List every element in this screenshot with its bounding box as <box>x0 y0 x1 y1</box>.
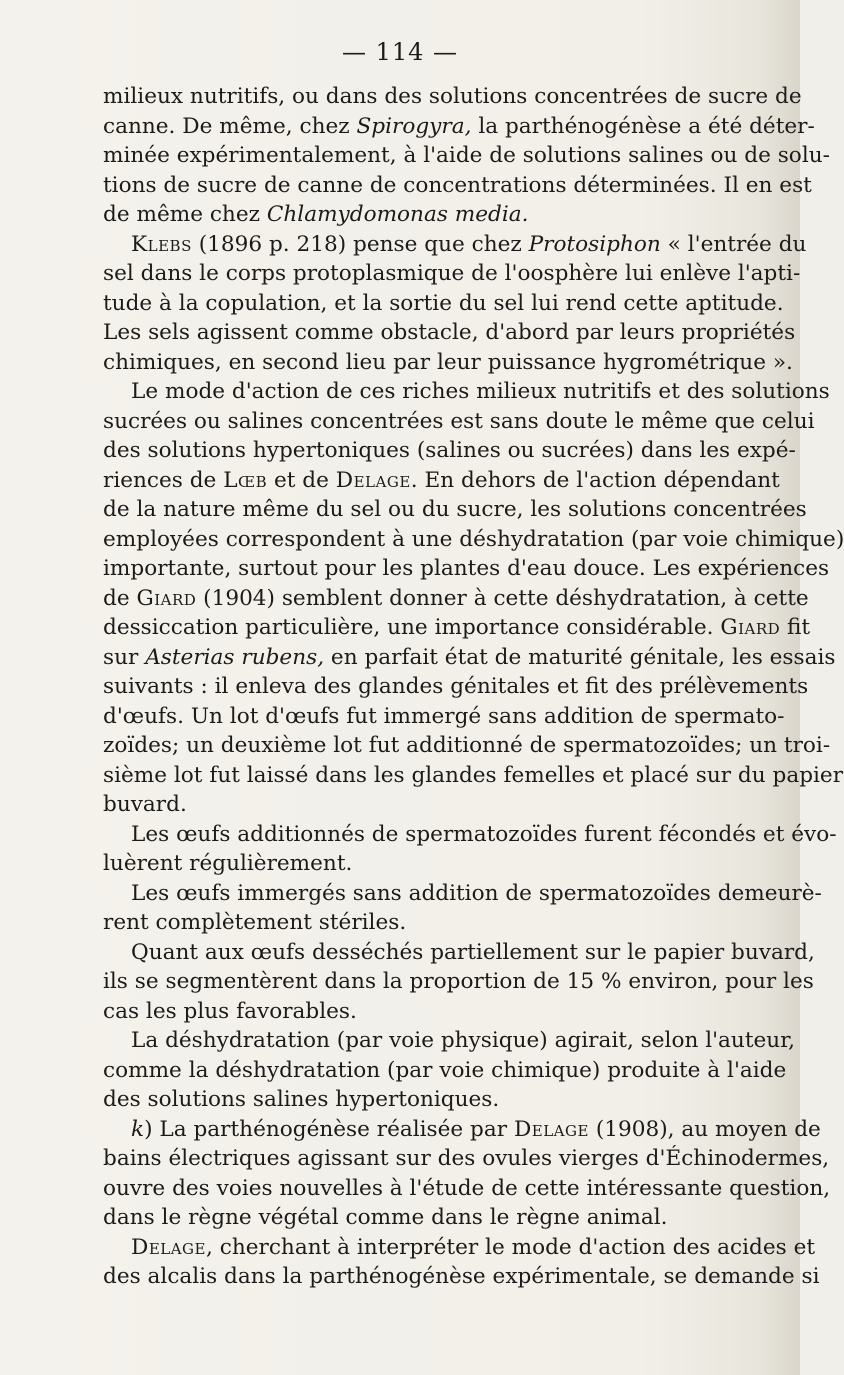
text-line: riences de Lœb et de Delage. En dehors de l'action dépendant <box>103 467 780 493</box>
text-line: Les œufs additionnés de spermatozoïdes furent fécondés et évo- <box>131 821 837 847</box>
text-line: k) La parthénogénèse réalisée par Delage (1908), au moyen de <box>131 1116 821 1142</box>
text-line: d'œufs. Un lot d'œufs fut immergé sans addition de spermato- <box>103 703 785 729</box>
text-line: sel dans le corps protoplasmique de l'oosphère lui enlève l'apti- <box>103 261 801 286</box>
text-line: rent complètement stériles. <box>103 910 407 935</box>
text-line: buvard. <box>103 792 187 817</box>
text-line: canne. De même, chez Spirogyra, la parthénogénèse a été déter- <box>103 113 815 139</box>
text-line: chimiques, en second lieu par leur puissance hygrométrique ». <box>103 349 793 375</box>
text-line: Klebs (1896 p. 218) pense que chez Protosiphon « l'entrée du <box>131 231 807 257</box>
text-line: Les sels agissent comme obstacle, d'abord par leurs propriétés <box>103 320 796 345</box>
text-line: des solutions salines hypertoniques. <box>103 1087 500 1112</box>
text-line: de même chez Chlamydomonas media. <box>103 202 529 227</box>
text-line: Quant aux œufs desséchés partiellement sur le papier buvard, <box>131 939 815 965</box>
page-number: — 114 — <box>341 38 459 66</box>
text-line: bains électriques agissant sur des ovules vierges d'Échinodermes, <box>103 1146 830 1171</box>
text-line: comme la déshydratation (par voie chimique) produite à l'aide <box>103 1057 787 1083</box>
text-line: des solutions hypertoniques (salines ou sucrées) dans les expé- <box>103 438 796 463</box>
text-line: Le mode d'action de ces riches milieux nutritifs et des solutions <box>131 379 830 404</box>
text-line: importante, surtout pour les plantes d'eau douce. Les expériences <box>103 556 830 581</box>
body-text <box>103 82 844 1292</box>
text-line: milieux nutritifs, ou dans des solutions concentrées de sucre de <box>103 84 802 109</box>
text-line: employées correspondent à une déshydratation (par voie chimique) <box>103 526 844 552</box>
text-line: des alcalis dans la parthénogénèse expérimentale, se demande si <box>103 1264 820 1289</box>
text-line: ils se segmentèrent dans la proportion de 15 % environ, pour les <box>103 969 814 994</box>
text-line: dessiccation particulière, une importance considérable. Giard fit <box>103 615 811 640</box>
text-line: luèrent régulièrement. <box>103 851 353 876</box>
text-line: sucrées ou salines concentrées est sans doute le même que celui <box>103 408 815 434</box>
text-line: de la nature même du sel ou du sucre, les solutions concentrées <box>103 497 807 522</box>
text-line: minée expérimentalement, à l'aide de solutions salines ou de solu- <box>103 143 830 168</box>
text-line: sur Asterias rubens, en parfait état de maturité génitale, les essais <box>103 644 836 670</box>
text-line: suivants : il enleva des glandes génitales et fit des prélèvements <box>103 674 809 699</box>
text-line: Delage, cherchant à interpréter le mode d'action des acides et <box>131 1234 816 1260</box>
text-line: ouvre des voies nouvelles à l'étude de cette intéressante question, <box>103 1175 831 1201</box>
text-line: sième lot fut laissé dans les glandes femelles et placé sur du papier <box>103 762 844 788</box>
text-line: cas les plus favorables. <box>103 998 357 1024</box>
text-line: La déshydratation (par voie physique) agirait, selon l'auteur, <box>131 1028 796 1053</box>
text-line: dans le règne végétal comme dans le règne animal. <box>103 1205 668 1230</box>
text-line: zoïdes; un deuxième lot fut additionné de spermatozoïdes; un troi- <box>103 733 831 758</box>
text-line: tions de sucre de canne de concentrations déterminées. Il en est <box>103 172 812 198</box>
text-line: Les œufs immergés sans addition de spermatozoïdes demeurè- <box>131 880 822 906</box>
text-line: de Giard (1904) semblent donner à cette déshydratation, à cette <box>103 585 809 611</box>
text-line: tude à la copulation, et la sortie du sel lui rend cette aptitude. <box>103 290 784 316</box>
